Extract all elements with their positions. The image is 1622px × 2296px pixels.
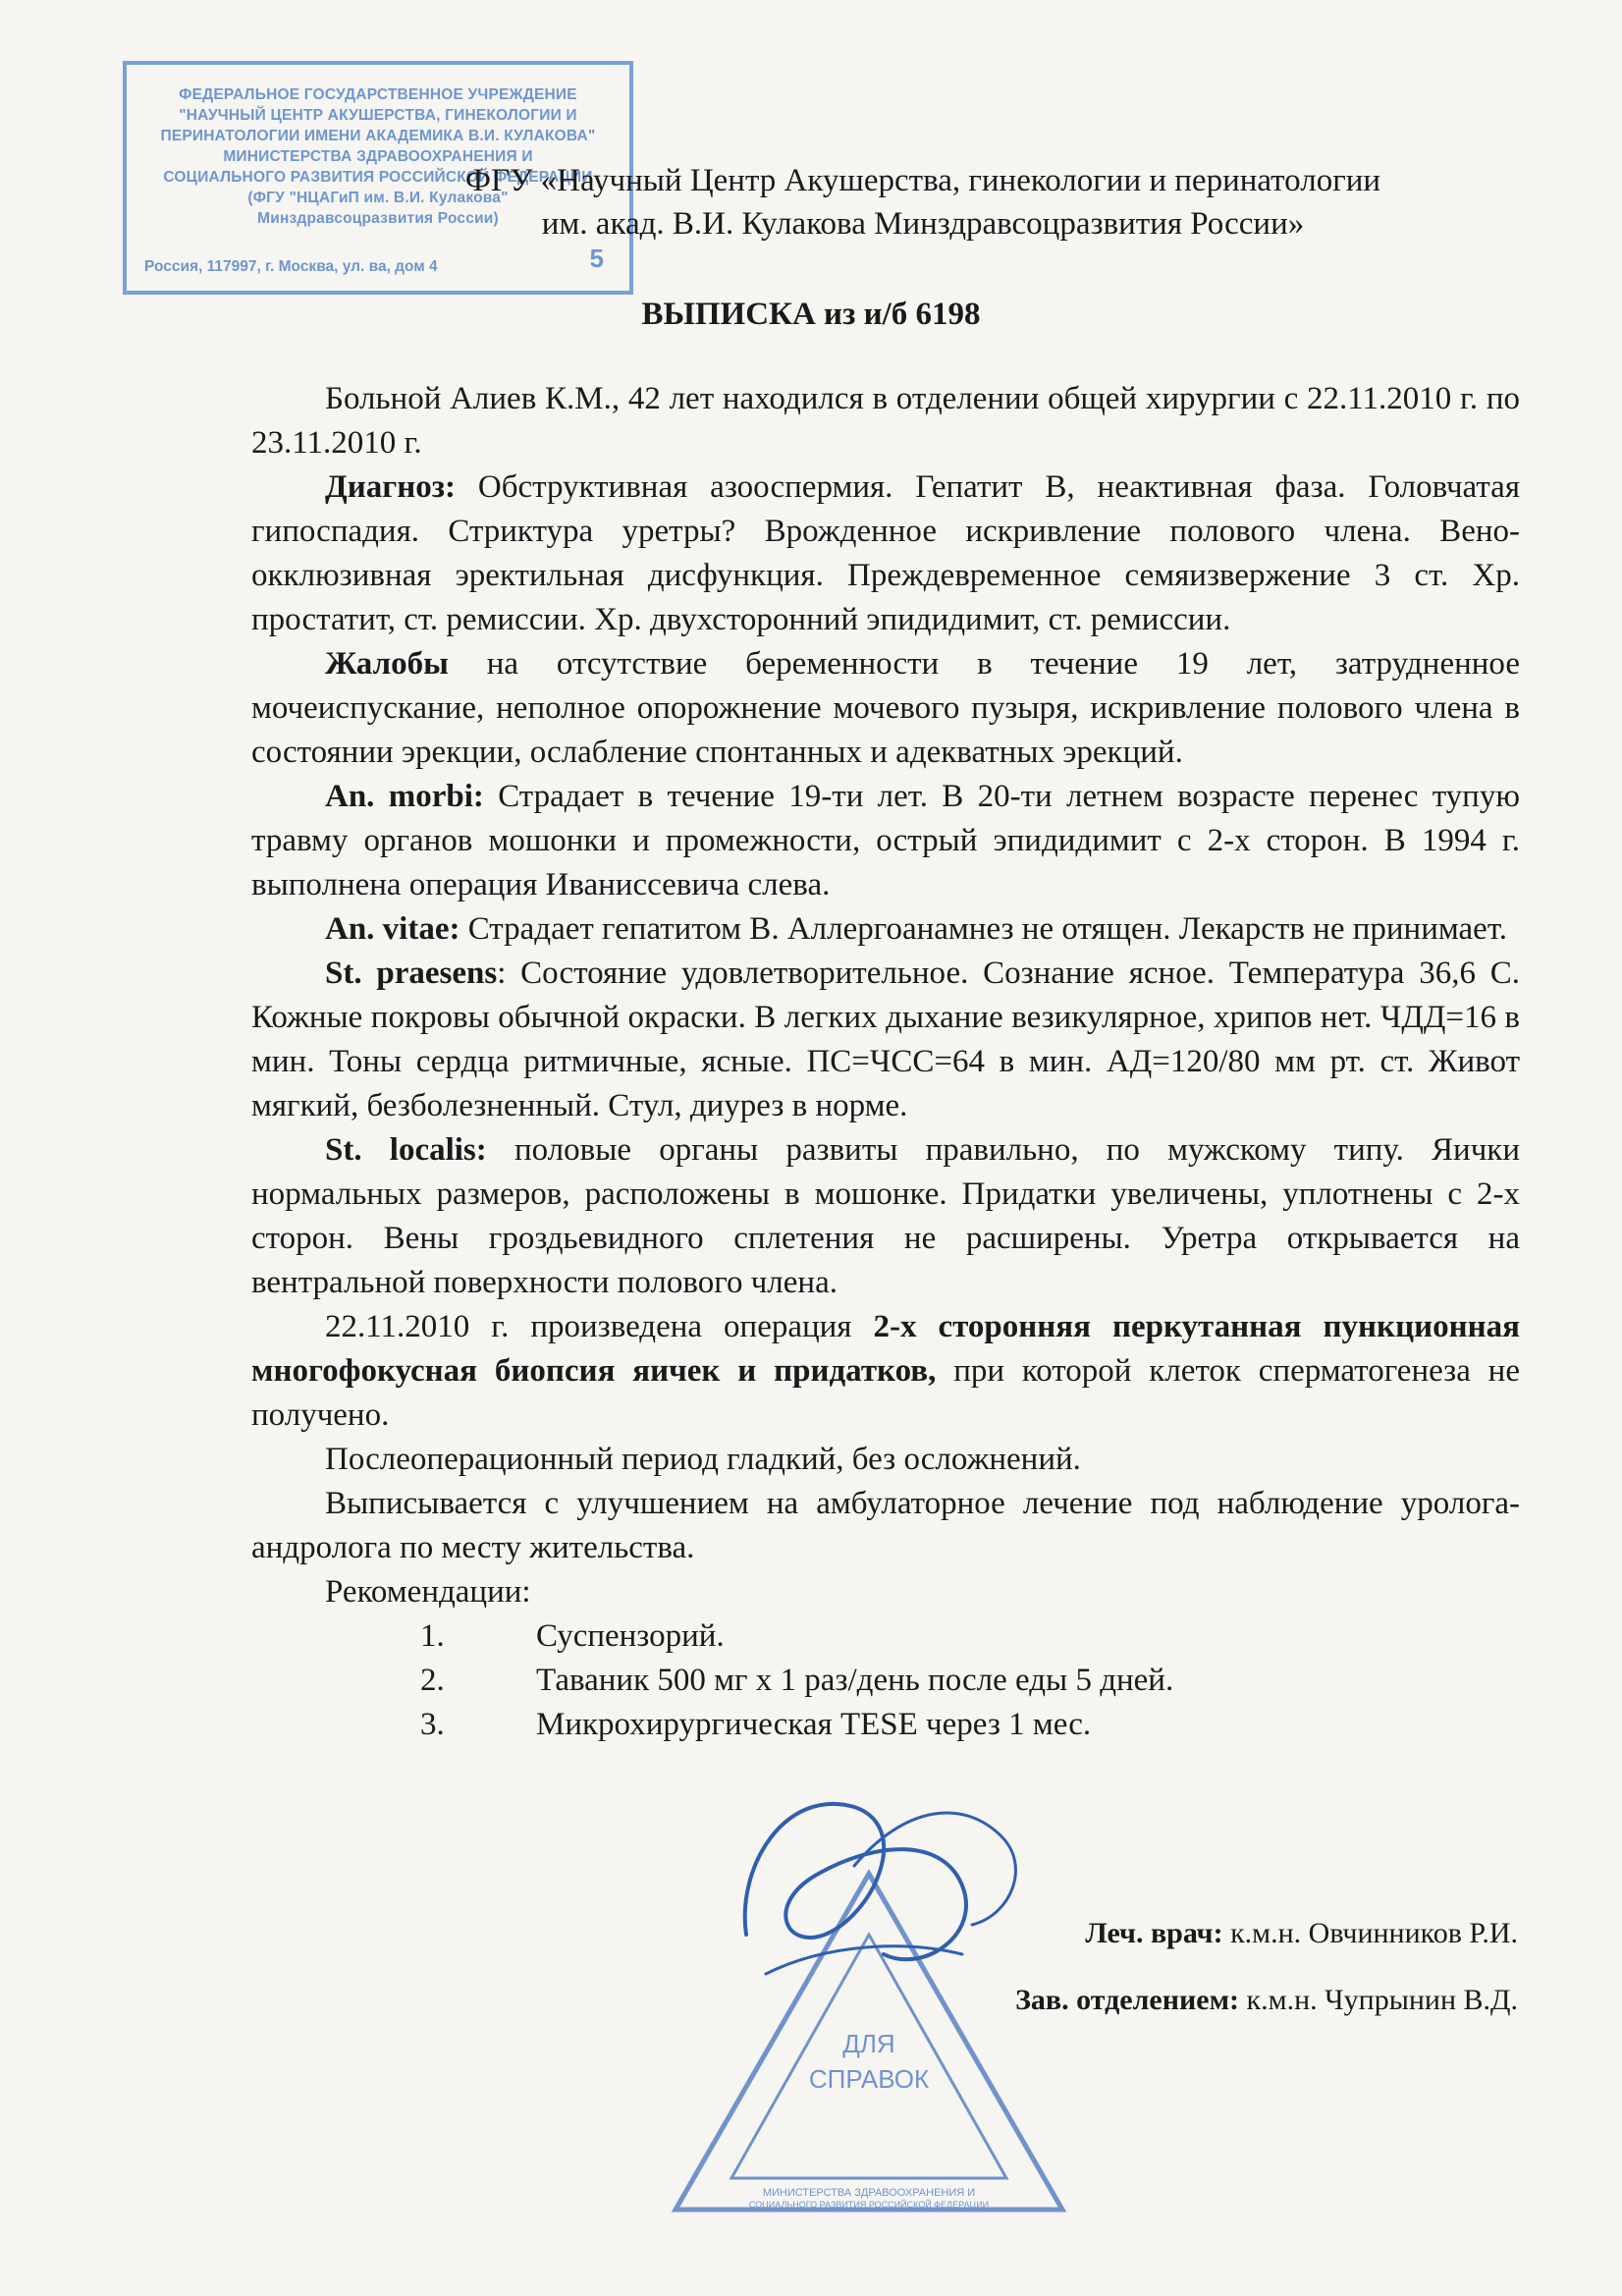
document-body <box>251 377 1520 1747</box>
list-item: 2. Таваник 500 мг х 1 раз/день после еды 5 дней. <box>420 1663 1174 1698</box>
svg-text:МИНИСТЕРСТВА ЗДРАВООХРАНЕНИЯ И: МИНИСТЕРСТВА ЗДРАВООХРАНЕНИЯ И <box>762 2187 976 2199</box>
stamp-number: 5 <box>589 244 604 273</box>
attending-doctor-signature: Леч. врач: к.м.н. Овчинников Р.И. <box>1085 1917 1518 1949</box>
department-head-signature: Зав. отделением: к.м.н. Чупрынин В.Д. <box>1015 1984 1518 2016</box>
operation-paragraph: 22.11.2010 г. произведена операция 2-х сторонняя перкутанная пункционная многофокусная биопсия яичек и придатков, при которой клеток сперматогенеза не получено. <box>251 1309 1520 1433</box>
institution-stamp: ФЕДЕРАЛЬНОЕ ГОСУДАРСТВЕННОЕ УЧРЕЖДЕНИЕ "НАУЧНЫЙ ЦЕНТР АКУШЕРСТВА, ГИНЕКОЛОГИИ И ПЕРИНАТОЛОГИИ ИМЕНИ АКАДЕМИКА В.И. КУЛАКОВА" МИНИСТЕРСТВА ЗДРАВООХРАНЕНИЯ И СОЦИАЛЬНОГО РАЗВИТИЯ РОССИЙСКОЙ ФЕДЕРАЦИИ (ФГУ "НЦАГиП им. В.И. Кулакова" Минздравсоцразвития России) Россия, 117997, г. Москва, ул. ва, дом 4 5 <box>123 61 633 295</box>
svg-text:СОЦИАЛЬНОГО РАЗВИТИЯ РОССИЙСКО: СОЦИАЛЬНОГО РАЗВИТИЯ РОССИЙСКОЙ ФЕДЕРАЦИИ <box>748 2200 990 2210</box>
document-title: ВЫПИСКА из и/б 6198 <box>641 297 981 332</box>
anamnesis-vitae-paragraph: An. vitae: Страдает гепатитом В. Аллергоанамнез не отящен. Лекарств не принимает. <box>325 911 1508 947</box>
postop-paragraph: Послеоперационный период гладкий, без осложнений. <box>325 1442 1081 1477</box>
header-line-1: ФГУ «Научный Центр Акушерства, гинекологии и перинатологии <box>464 163 1381 198</box>
recommendations-list <box>251 1614 1520 1747</box>
svg-text:СПРАВОК: СПРАВОК <box>808 2064 930 2094</box>
list-item: 1. Суспензорий. <box>420 1618 725 1654</box>
recommendations-label: Рекомендации: <box>325 1574 531 1610</box>
signature-scribble <box>707 1748 1060 2043</box>
complaints-paragraph: Жалобы на отсутствие беременности в течение 19 лет, затрудненное мочеиспускание, неполное опорожнение мочевого пузыря, искривление полового члена в состоянии эрекции, ослабление спонтанных и адекватных эрекций. <box>251 646 1520 770</box>
list-item: 3. Микрохирургическая TESE через 1 мес. <box>420 1707 1092 1742</box>
header-line-2: им. акад. В.И. Кулакова Минздравсоцразвития России» <box>541 206 1305 242</box>
svg-text:ДЛЯ: ДЛЯ <box>842 2029 895 2058</box>
stamp-address: Россия, 117997, г. Москва, ул. ва, дом 4 <box>144 258 438 275</box>
status-localis-paragraph: St. localis: половые органы развиты правильно, по мужскому типу. Яички нормальных размеров, расположены в мошонке. Придатки увеличены, уплотнены с 2-х сторон. Вены гроздьевидного сплетения не расширены. Уретра открывается на вентральной поверхности полового члена. <box>251 1132 1521 1300</box>
anamnesis-morbi-paragraph: An. morbi: Страдает в течение 19-ти лет. В 20-ти летнем возрасте перенес тупую травму органов мошонки и промежности, острый эпидидимит с 2-х сторон. В 1994 г. выполнена операция Иваниссевича слева. <box>251 779 1520 902</box>
status-praesens-paragraph: St. praesens: Состояние удовлетворительное. Сознание ясное. Температура 36,6 С. Кожные покровы обычной окраски. В легких дыхание везикулярное, хрипов нет. ЧДД=16 в мин. Тоны сердца ритмичные, ясные. ПС=ЧСС=64 в мин. АД=120/80 мм рт. ст. Живот мягкий, безболезненный. Стул, диурез в норме. <box>251 956 1520 1123</box>
intro-paragraph: Больной Алиев К.М., 42 лет находился в отделении общей хирургии с 22.11.2010 г. по 23.11.2010 г. <box>251 381 1520 461</box>
discharge-paragraph: Выписывается с улучшением на амбулаторное лечение под наблюдение уролога-андролога по месту жительства. <box>251 1486 1520 1565</box>
diagnosis-paragraph: Диагноз: Обструктивная азооспермия. Гепатит В, неактивная фаза. Головчатая гипоспадия. Стриктура уретры? Врожденное искривление полового члена. Вено-окклюзивная эректильная дисфункция. Преждевременное семяизвержение 3 ст. Хр. простатит, ст. ремиссии. Хр. двухсторонний эпидидимит, ст. ремиссии. <box>251 469 1520 637</box>
